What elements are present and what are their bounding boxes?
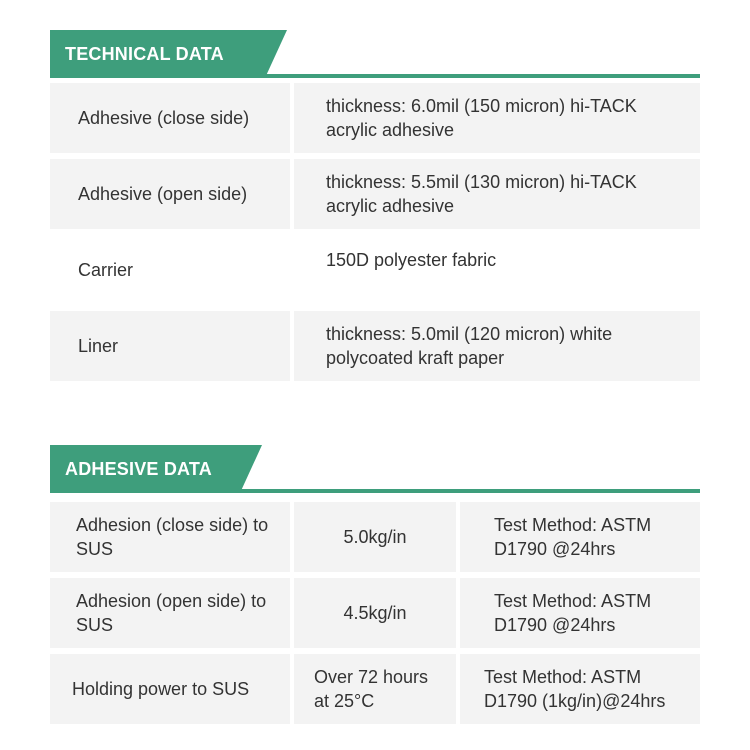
table-row [50, 83, 700, 153]
row-method: Test Method: ASTM D1790 (1kg/in)@24hrs [460, 654, 700, 724]
adhesive-data-header [50, 445, 700, 493]
table-row [50, 159, 700, 229]
row-value: 5.0kg/in [294, 502, 456, 572]
row-method: Test Method: ASTM D1790 @24hrs [460, 502, 700, 572]
table-row [50, 235, 700, 305]
row-label: Liner [50, 311, 290, 381]
technical-data-section [50, 30, 700, 381]
row-value: thickness: 5.0mil (120 micron) white polycoated kraft paper [294, 311, 700, 381]
row-value: 4.5kg/in [294, 578, 456, 648]
table-row [50, 502, 700, 572]
row-label: Holding power to SUS [50, 654, 290, 724]
row-label: Adhesion (open side) to SUS [50, 578, 290, 648]
row-value: thickness: 5.5mil (130 micron) hi-TACK acrylic adhesive [294, 159, 700, 229]
table-row [50, 311, 700, 381]
row-label: Adhesive (open side) [50, 159, 290, 229]
table-row [50, 654, 700, 724]
table-row [50, 578, 700, 648]
row-value: 150D polyester fabric [326, 250, 497, 270]
row-value: thickness: 6.0mil (150 micron) hi-TACK acrylic adhesive [294, 83, 700, 153]
row-value: Over 72 hours at 25°C [294, 654, 456, 724]
adhesive-data-title: ADHESIVE DATA [50, 445, 240, 493]
technical-data-title: TECHNICAL DATA [50, 30, 265, 78]
row-label: Adhesive (close side) [50, 83, 290, 153]
header-rule [50, 489, 700, 493]
row-label: Adhesion (close side) to SUS [50, 502, 290, 572]
adhesive-data-section [50, 445, 700, 724]
header-rule [50, 74, 700, 78]
row-method: Test Method: ASTM D1790 @24hrs [460, 578, 700, 648]
technical-data-header [50, 30, 700, 78]
row-label: Carrier [78, 260, 134, 280]
